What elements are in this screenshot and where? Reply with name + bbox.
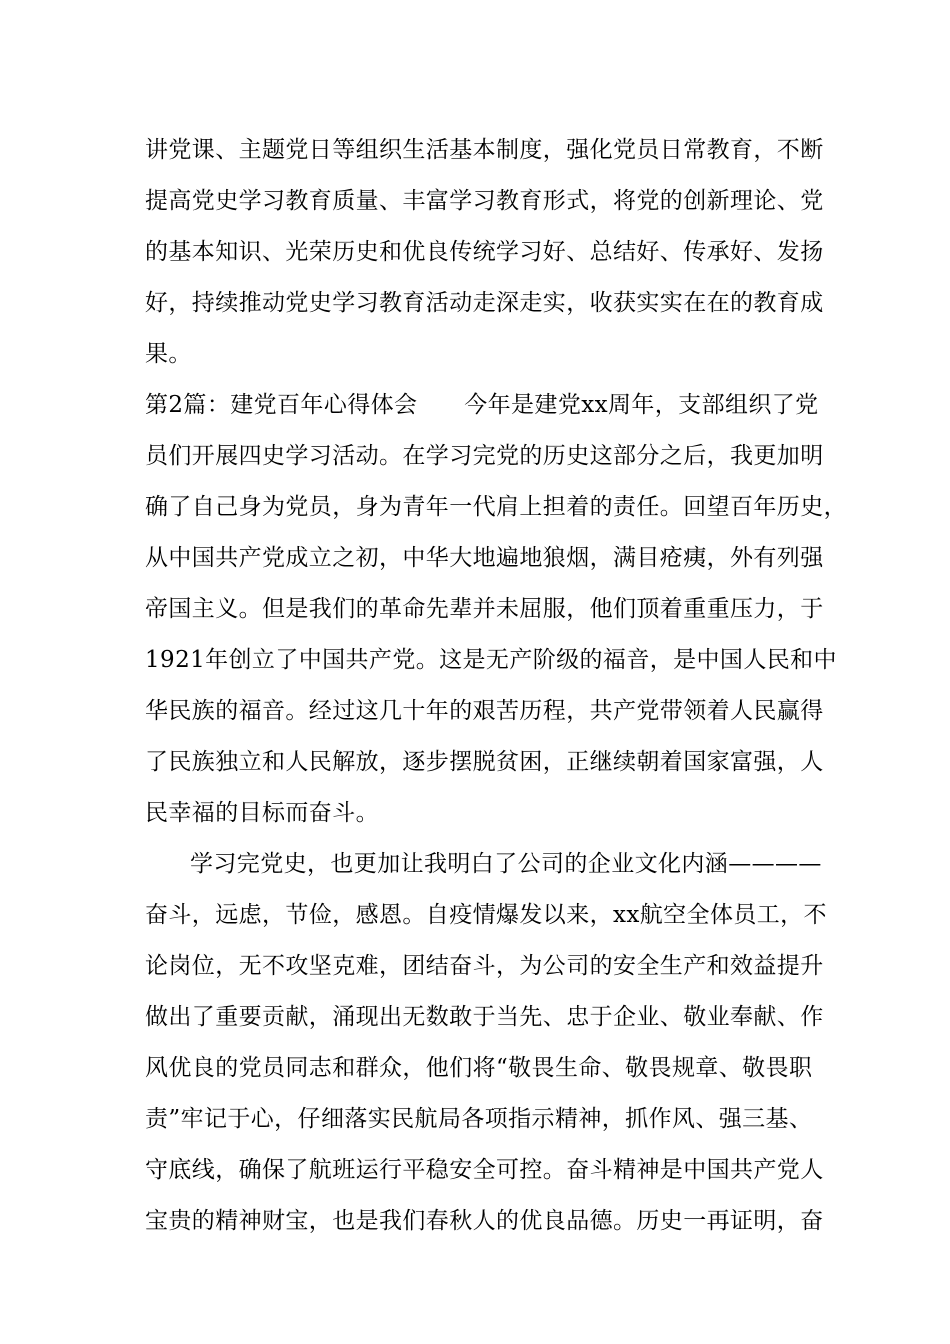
body-text-line: 提高党史学习教育质量、丰富学习教育形式，将党的创新理论、党 (145, 188, 824, 214)
body-text-line: 论岗位，无不攻坚克难，团结奋斗，为公司的安全生产和效益提升 (145, 953, 824, 979)
body-text-line: 风优良的党员同志和群众，他们将“敬畏生命、敬畏规章、敬畏职 (145, 1055, 813, 1081)
section-heading-line: 第2篇：建党百年心得体会 今年是建党xx周年，支部组织了党 (145, 392, 819, 418)
body-text-line: 果。 (145, 341, 192, 367)
body-text-line: 华民族的福音。经过这几十年的艰苦历程，共产党带领着人民赢得 (145, 698, 824, 724)
body-text-line: 确了自己身为党员，身为青年一代肩上担着的责任。回望百年历史， (145, 494, 847, 520)
body-text-line: 宝贵的精神财宝，也是我们春秋人的优良品德。历史一再证明，奋 (145, 1208, 824, 1234)
body-text-line: 的基本知识、光荣历史和优良传统学习好、总结好、传承好、发扬 (145, 239, 824, 265)
body-text-line: 员们开展四史学习活动。在学习完党的历史这部分之后，我更加明 (145, 443, 824, 469)
body-text-line: 奋斗，远虑，节俭，感恩。自疫情爆发以来，xx航空全体员工，不 (145, 902, 827, 928)
body-text-line: 1921年创立了中国共产党。这是无产阶级的福音，是中国人民和中 (145, 647, 837, 673)
body-text-line: 责”牢记于心，仔细落实民航局各项指示精神，抓作风、强三基、 (145, 1106, 813, 1132)
body-text-line: 民幸福的目标而奋斗。 (145, 800, 379, 826)
paragraph-start-line: 学习完党史，也更加让我明白了公司的企业文化内涵———— (190, 851, 822, 877)
body-text-line: 帝国主义。但是我们的革命先辈并未屈服，他们顶着重重压力，于 (145, 596, 824, 622)
body-text-line: 做出了重要贡献，涌现出无数敢于当先、忠于企业、敬业奉献、作 (145, 1004, 824, 1030)
body-text-line: 了民族独立和人民解放，逐步摆脱贫困，正继续朝着国家富强，人 (145, 749, 824, 775)
body-text-line: 好，持续推动党史学习教育活动走深走实，收获实实在在的教育成 (145, 290, 824, 316)
body-text-line: 守底线，确保了航班运行平稳安全可控。奋斗精神是中国共产党人 (145, 1157, 824, 1183)
body-text-line: 从中国共产党成立之初，中华大地遍地狼烟，满目疮痍，外有列强 (145, 545, 824, 571)
body-text-line: 讲党课、主题党日等组织生活基本制度，强化党员日常教育，不断 (145, 137, 824, 163)
